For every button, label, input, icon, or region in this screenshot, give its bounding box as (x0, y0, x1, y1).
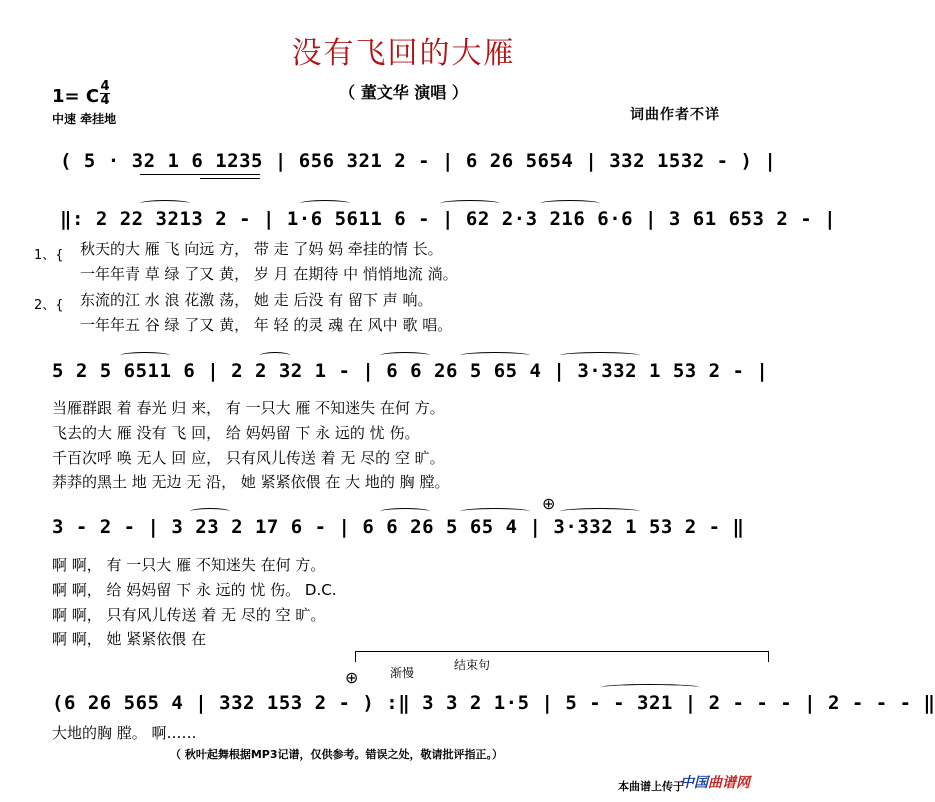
key-signature: 1= C (52, 86, 100, 107)
row3-notes: 3 - 2 - | 3 23 2 17 6 - | 6 6 26 5 65 4 | 3·332 1 53 2 - ‖ (52, 516, 745, 538)
slur (560, 508, 640, 515)
intro-notes: ( 5 · 32 1 6 1235 | 656 321 2 - | 6 26 5654 | 332 1532 - ) | (60, 150, 777, 172)
verse-label-2: 2、{ (34, 298, 64, 313)
row3-lyric-4: 啊 啊， 她 紧紧依偎 在 (52, 630, 207, 648)
slur (460, 352, 530, 359)
slur (300, 200, 350, 207)
slur (600, 684, 700, 691)
row4-lyric-1: 大地的胸 膛。 啊…… (52, 724, 197, 742)
slur (140, 200, 190, 207)
verse-label-1: 1、{ (34, 248, 64, 263)
row1-notes: ‖: 2 22 3213 2 - | 1·6 5611 6 - | 62 2·3 216 6·6 | 3 61 653 2 - | (60, 208, 837, 230)
page-title: 没有飞回的大雁 (291, 36, 516, 71)
coda-mark-2: ⊕ (345, 668, 359, 687)
slur (380, 508, 430, 515)
time-sig-top: 4 (100, 79, 110, 94)
row4-notes: (6 26 565 4 | 332 153 2 - ) :‖ 3 3 2 1·5 | 5 - - 321 | 2 - - - | 2 - - - ‖ (52, 692, 935, 714)
slur (260, 352, 290, 359)
row1-lyric-1: 秋天的大 雁 飞 向远 方， 带 走 了妈 妈 牵挂的情 长。 (80, 240, 443, 258)
beam-line (200, 178, 260, 179)
logo-part-2: 曲谱网 (708, 775, 750, 791)
row2-lyric-2: 飞去的大 雁 没有 飞 回， 给 妈妈留 下 永 远的 忧 伤。 (52, 424, 420, 442)
row1-lyric-2: 一年年青 草 绿 了又 黄， 岁 月 在期待 中 悄悄地流 淌。 (80, 265, 458, 283)
row2-notes: 5 2 5 6511 6 | 2 2 32 1 - | 6 6 26 5 65 4 | 3·332 1 53 2 - | (52, 360, 769, 382)
site-logo[interactable] (680, 772, 750, 792)
row3-lyric-2: 啊 啊， 给 妈妈留 下 永 远的 忧 伤。 D.C. (52, 581, 337, 599)
ritardando-mark: 渐慢 (390, 666, 415, 680)
slur (540, 200, 600, 207)
row1-lyric-3: 东流的江 水 浪 花激 荡， 她 走 后没 有 留下 声 响。 (80, 291, 433, 309)
logo-part-1: 中国 (680, 775, 708, 791)
tempo-marking: 中速 牵挂地 (52, 112, 117, 126)
transcription-note: （ 秋叶起舞根据MP3记谱，仅供参考。错误之处，敬请批评指正。） (170, 748, 503, 761)
slur (120, 352, 170, 359)
composer-credit: 词曲作者不详 (630, 107, 720, 123)
row3-lyric-3: 啊 啊， 只有风儿传送 着 无 尽的 空 旷。 (52, 606, 326, 624)
slur (560, 352, 640, 359)
beam-line (140, 174, 260, 175)
row2-lyric-3: 千百次呼 唤 无人 回 应， 只有风儿传送 着 无 尽的 空 旷。 (52, 449, 445, 467)
upload-note: 本曲谱上传于 (618, 780, 684, 793)
slur (460, 508, 530, 515)
row2-lyric-4: 莽莽的黑土 地 无边 无 沿， 她 紧紧依偎 在 大 地的 胸 膛。 (52, 473, 450, 491)
row2-lyric-1: 当雁群跟 着 春光 归 来， 有 一只大 雁 不知迷失 在何 方。 (52, 399, 445, 417)
row1-lyric-4: 一年年五 谷 绿 了又 黄， 年 轻 的灵 魂 在 风中 歌 唱。 (80, 316, 453, 334)
time-sig-bottom: 4 (100, 93, 110, 108)
slur (440, 200, 500, 207)
ending-bracket (355, 651, 769, 662)
slur (380, 352, 430, 359)
row3-lyric-1: 啊 啊， 有 一只大 雁 不知迷失 在何 方。 (52, 556, 326, 574)
coda-mark: ⊕ (542, 494, 556, 513)
slur (190, 508, 230, 515)
ending-label: 结束句 (454, 658, 491, 672)
time-signature (100, 80, 110, 107)
singer-credit: （ 董文华 演唱 ） (339, 83, 468, 102)
